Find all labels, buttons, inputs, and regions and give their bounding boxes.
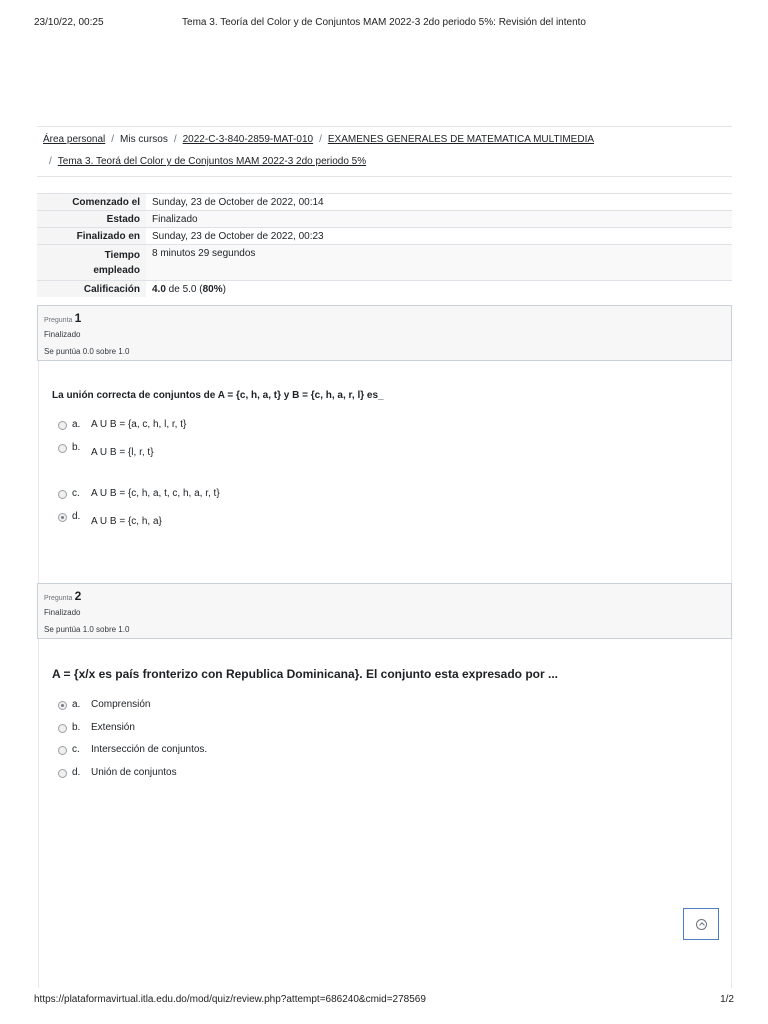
radio-empty-icon[interactable] [58, 769, 67, 778]
breadcrumb-separator: / [319, 134, 322, 145]
summary-row-time [37, 245, 732, 281]
chevron-up-circle-icon [696, 919, 707, 930]
option-text: Unión de conjuntos [91, 767, 177, 778]
breadcrumb-separator: / [49, 156, 52, 167]
radio-empty-icon[interactable] [58, 490, 67, 499]
question-grade: Se puntúa 1.0 sobre 1.0 [44, 625, 130, 634]
option-text: A U B = {c, h, a} [91, 516, 162, 527]
radio-empty-icon[interactable] [58, 444, 67, 453]
question-grade: Se puntúa 0.0 sobre 1.0 [44, 347, 130, 356]
breadcrumb-my-courses: Mis cursos [120, 134, 168, 145]
question-1-text: La unión correcta de conjuntos de A = {c, h, a, t} y B = {c, h, a, r, l} es_ [52, 390, 384, 401]
summary-value: 8 minutos 29 segundos [146, 245, 732, 281]
breadcrumb-separator: / [111, 134, 115, 145]
option-letter: d. [72, 767, 81, 778]
summary-label-line: empleado [93, 265, 140, 276]
question-number [44, 311, 81, 325]
summary-value [146, 281, 732, 298]
grade-percent: 80% [202, 284, 223, 295]
print-date: 23/10/22, 00:25 [34, 17, 104, 28]
breadcrumb-quiz-link[interactable]: Tema 3. Teorá del Color y de Conjuntos MAM 2022-3 2do periodo 5% [57, 156, 367, 167]
summary-value: Sunday, 23 de October de 2022, 00:23 [146, 228, 732, 245]
question-state: Finalizado [44, 330, 81, 339]
option-text: Comprensión [91, 699, 151, 710]
option-letter: c. [72, 488, 80, 499]
summary-label [37, 245, 146, 281]
breadcrumb-line-1 [43, 134, 594, 148]
attempt-summary-table [37, 193, 732, 297]
print-page-number: 1/2 [720, 994, 734, 1005]
option-text: A U B = {a, c, h, l, r, t} [91, 419, 187, 430]
grade-close: ) [222, 284, 226, 295]
summary-row-state [37, 211, 732, 228]
breadcrumb-course-link[interactable]: 2022-C-3-840-2859-MAT-010 [182, 134, 314, 145]
breadcrumb-section-link[interactable]: EXAMENES GENERALES DE MATEMATICA MULTIMEDIA [327, 134, 595, 145]
question-number-value: 2 [74, 589, 82, 603]
summary-label: Calificación [37, 281, 146, 298]
question-2-content [38, 639, 732, 988]
radio-empty-icon[interactable] [58, 746, 67, 755]
grade-out-of: de 5.0 ( [165, 284, 203, 295]
option-letter: c. [72, 744, 80, 755]
summary-label-line: Tiempo [104, 250, 140, 261]
radio-selected-icon[interactable] [58, 701, 67, 710]
option-text: Extensión [91, 722, 135, 733]
question-label: Pregunta [44, 595, 73, 602]
summary-value: Sunday, 23 de October de 2022, 00:14 [146, 194, 732, 211]
breadcrumb [37, 126, 732, 177]
question-number [44, 589, 81, 603]
option-letter: b. [72, 722, 81, 733]
radio-empty-icon[interactable] [58, 421, 67, 430]
breadcrumb-home-link[interactable]: Área personal [43, 134, 106, 145]
question-state: Finalizado [44, 608, 81, 617]
option-text: A U B = {c, h, a, t, c, h, a, r, t} [91, 488, 220, 499]
question-1-info [37, 305, 732, 361]
summary-row-finished [37, 228, 732, 245]
question-2-info [37, 583, 732, 639]
option-letter: a. [72, 699, 81, 710]
print-footer [34, 994, 734, 1008]
question-number-value: 1 [74, 311, 82, 325]
summary-row-started [37, 194, 732, 211]
option-letter: a. [72, 419, 81, 430]
summary-value: Finalizado [146, 211, 732, 228]
radio-empty-icon[interactable] [58, 724, 67, 733]
breadcrumb-line-2 [43, 156, 366, 170]
summary-label: Finalizado en [37, 228, 146, 245]
summary-label: Estado [37, 211, 146, 228]
back-to-top-button[interactable] [683, 908, 719, 940]
print-header [34, 17, 734, 31]
print-page-title: Tema 3. Teoría del Color y de Conjuntos MAM 2022-3 2do periodo 5%: Revisión del intento [182, 17, 586, 28]
summary-label: Comenzado el [37, 194, 146, 211]
option-letter: d. [72, 511, 81, 522]
print-url: https://plataformavirtual.itla.edu.do/mod/quiz/review.php?attempt=686240&cmid=278569 [34, 994, 426, 1005]
option-text: A U B = {l, r, t} [91, 447, 154, 458]
question-label: Pregunta [44, 317, 73, 324]
chevron-up-icon [699, 922, 705, 928]
summary-row-grade [37, 281, 732, 298]
option-letter: b. [72, 442, 81, 453]
radio-selected-icon[interactable] [58, 513, 67, 522]
option-text: Intersección de conjuntos. [91, 744, 208, 755]
breadcrumb-separator: / [173, 134, 177, 145]
grade-score: 4.0 [152, 284, 166, 295]
question-2-text: A = {x/x es país fronterizo con Republica Dominicana}. El conjunto esta expresado por ... [52, 667, 559, 681]
